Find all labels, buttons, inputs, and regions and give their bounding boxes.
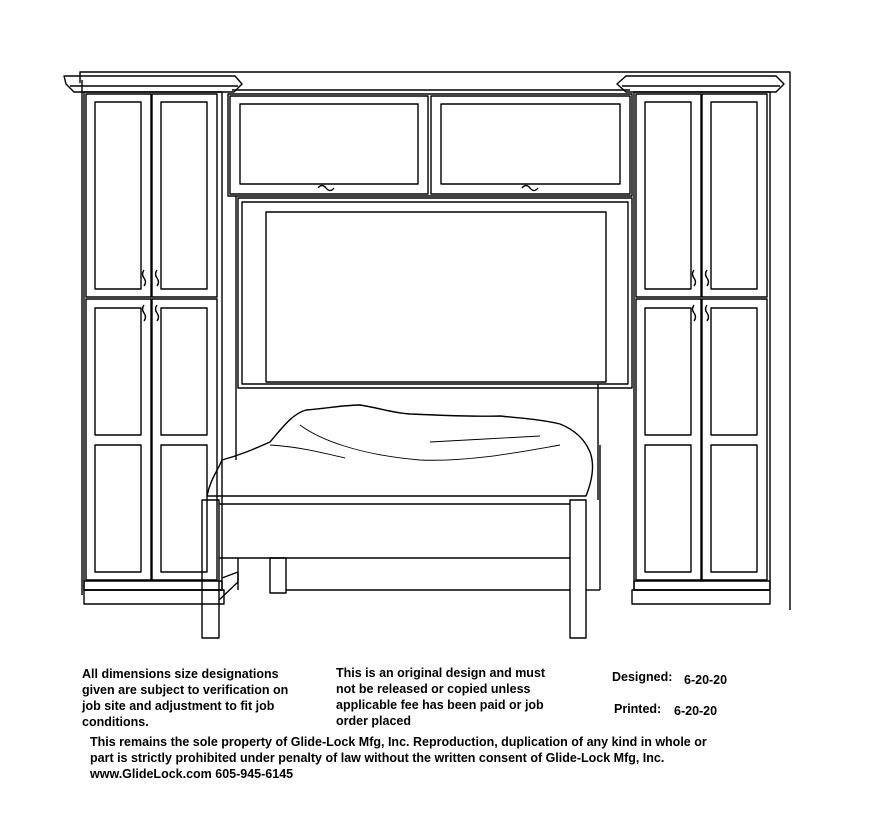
bed-rear-slat: [270, 558, 286, 593]
copyright-notice: This remains the sole property of Glide-Lock Mfg, Inc. Reproduction, duplication of any kind in whole or part is strictly prohibited under penalty of law without the written consent of Glide-Lock Mfg, Inc. www.GlideLock.com 605-945-6145: [90, 735, 707, 781]
designed-label: Designed:: [612, 670, 673, 684]
printed-date: 6-20-20: [674, 704, 718, 718]
right-crown-molding: [617, 76, 784, 92]
left-crown-molding: [64, 76, 242, 92]
bridge-door-right: [431, 96, 630, 194]
bridge-cabinets: [228, 90, 632, 196]
disclaimer-text: All dimensions size designations given are subject to verification on job site and adjustment to fit job conditions.: [82, 667, 289, 729]
wall-outline: [80, 72, 790, 610]
designed-date: 6-20-20: [684, 673, 728, 687]
bridge-door-left: [230, 96, 428, 194]
bed-blanket: [207, 405, 593, 496]
bed: [202, 405, 600, 638]
bed-panel: [236, 196, 632, 500]
bridge-right-handle: [522, 186, 538, 191]
right-tower: [617, 76, 784, 604]
original-design-notice: This is an original design and must not be released or copied unless applicable fee has been paid or job order placed: [336, 666, 546, 728]
bed-right-front-leg: [570, 500, 586, 638]
printed-label: Printed:: [614, 702, 662, 716]
bridge-left-handle: [318, 186, 334, 191]
left-tower: [64, 76, 242, 604]
